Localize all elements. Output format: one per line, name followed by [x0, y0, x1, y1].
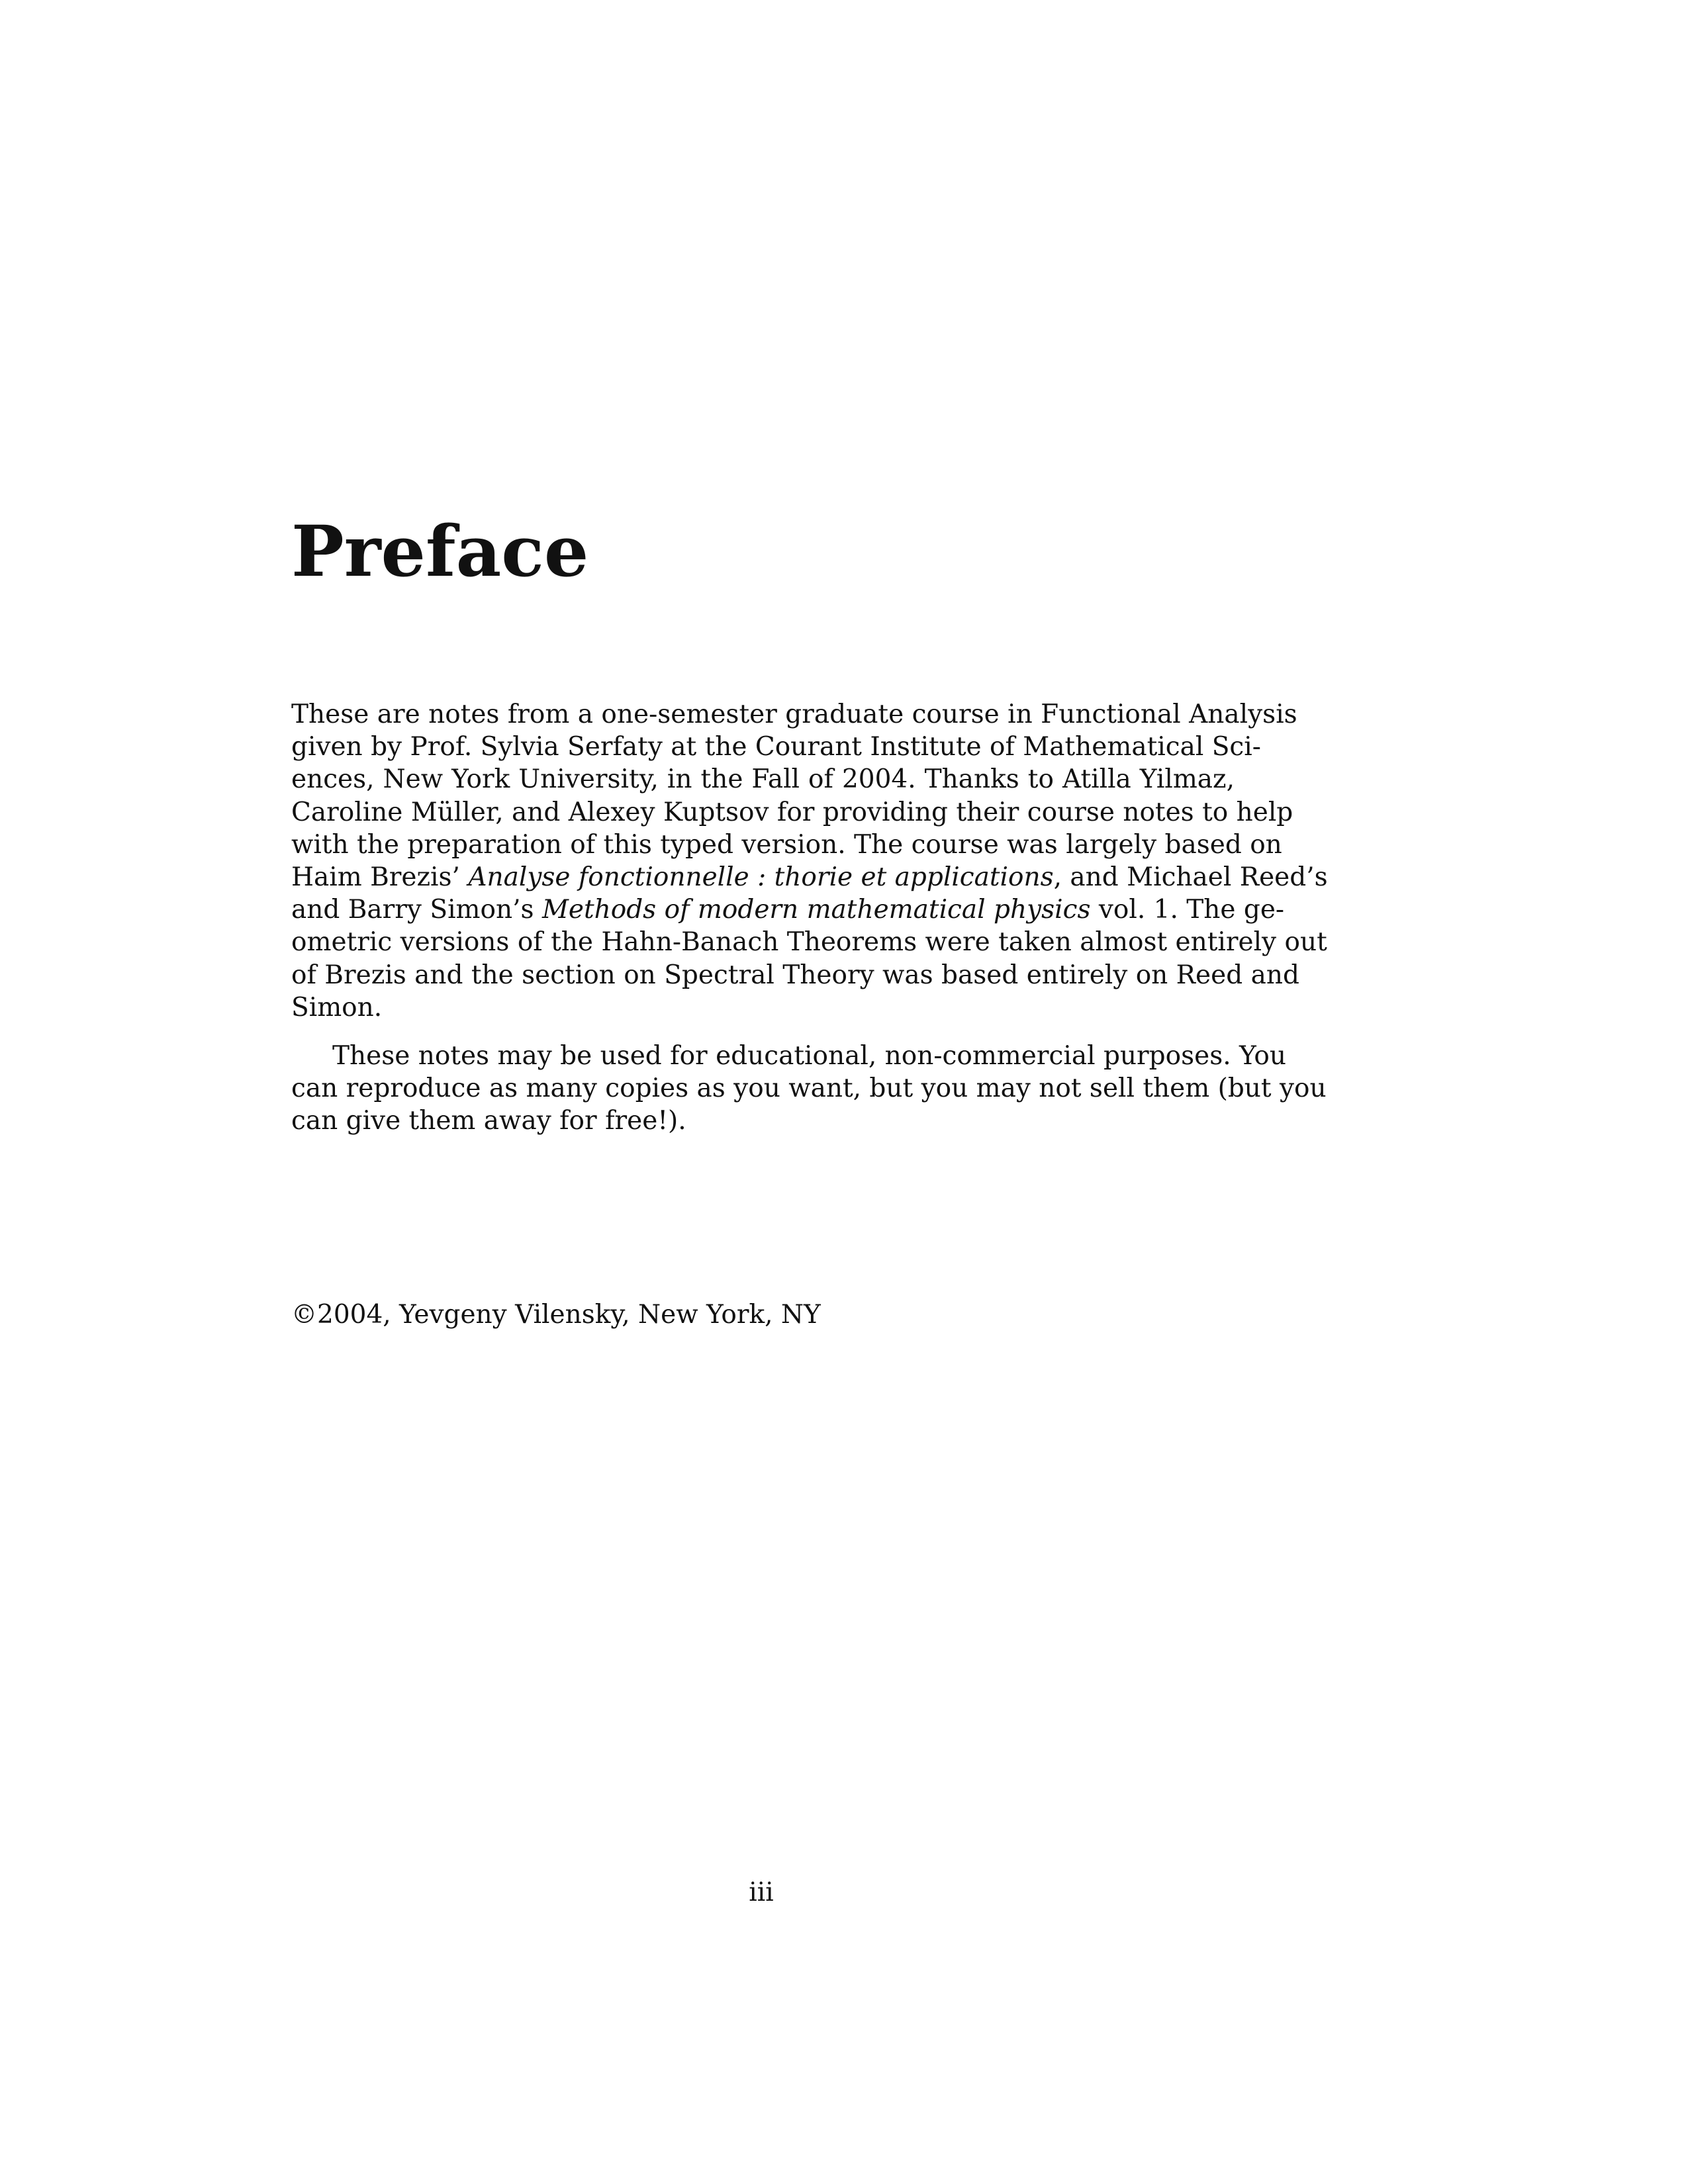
paragraph-line: can give them away for free!).	[291, 1106, 686, 1136]
book-title-reed-simon: Methods of modern mathematical physics	[541, 895, 1091, 925]
text-run: vol. 1. The ge-	[1090, 895, 1285, 925]
paragraph-line: given by Prof. Sylvia Serfaty at the Courant Institute of Mathematical Sci-	[291, 732, 1261, 762]
paragraph-1	[291, 698, 1328, 1024]
paragraph-line	[291, 861, 1328, 893]
paragraph-line: with the preparation of this typed version. The course was largely based on	[291, 829, 1282, 860]
paragraph-line: can reproduce as many copies as you want, but you may not sell them (but you	[291, 1073, 1327, 1104]
text-run: Haim Brezis’	[291, 862, 469, 893]
paragraph-line: ences, New York University, in the Fall of 2004. Thanks to Atilla Yilmaz,	[291, 764, 1235, 795]
paragraph-line: These notes may be used for educational, non-commercial purposes. You	[332, 1041, 1286, 1071]
copyright-notice: ©2004, Yevgeny Vilensky, New York, NY	[291, 1300, 821, 1330]
paragraph-2	[291, 1040, 1327, 1138]
paragraph-line: ometric versions of the Hahn-Banach Theorems were taken almost entirely out	[291, 927, 1327, 958]
page-number: iii	[749, 1878, 774, 1907]
preface-body	[291, 698, 1328, 1138]
text-run: , and Michael Reed’s	[1053, 862, 1328, 893]
paragraph-line	[291, 893, 1285, 926]
paragraph-line: of Brezis and the section on Spectral Theory was based entirely on Reed and	[291, 960, 1299, 990]
paragraph-line: Simon.	[291, 992, 383, 1023]
text-run: and Barry Simon’s	[291, 895, 542, 925]
paragraph-line: Caroline Müller, and Alexey Kuptsov for providing their course notes to help	[291, 797, 1293, 827]
book-title-brezis: Analyse fonctionnelle : thorie et applications	[468, 862, 1054, 893]
page-title: Preface	[291, 510, 589, 592]
paragraph-line: These are notes from a one-semester graduate course in Functional Analysis	[291, 700, 1297, 729]
